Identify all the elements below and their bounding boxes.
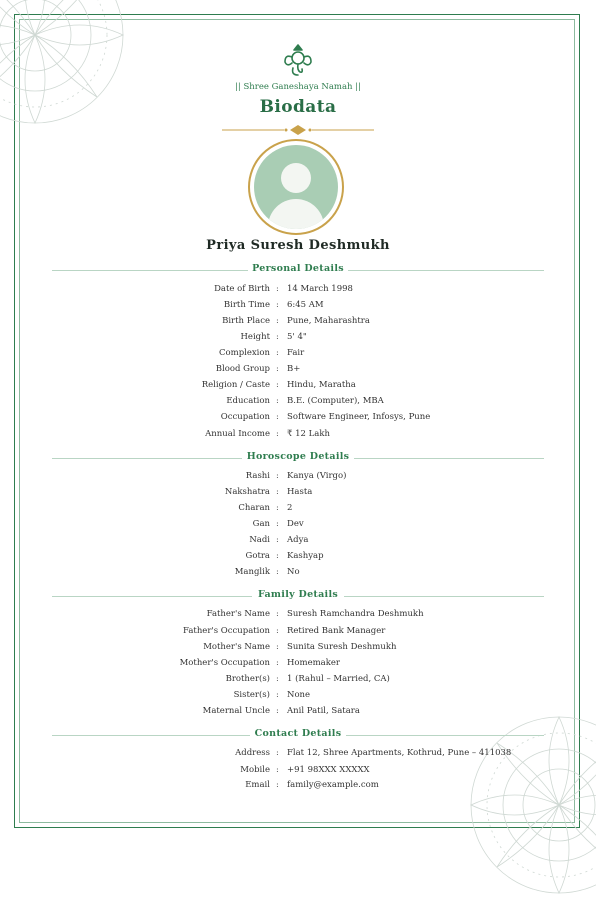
detail-label: Maternal Uncle xyxy=(202,706,270,716)
detail-value: Sunita Suresh Deshmukh xyxy=(287,642,397,652)
detail-separator: : xyxy=(276,567,279,577)
detail-label: Education xyxy=(226,396,270,406)
detail-row xyxy=(0,690,596,704)
detail-value: Suresh Ramchandra Deshmukh xyxy=(287,609,424,619)
avatar-head xyxy=(281,163,311,193)
detail-label: Manglik xyxy=(234,567,270,577)
detail-label: Mobile xyxy=(240,765,270,775)
section-rule-right xyxy=(354,458,544,459)
detail-row xyxy=(0,487,596,501)
section-title: Family Details xyxy=(257,589,339,600)
detail-value: Homemaker xyxy=(287,658,340,668)
detail-row xyxy=(0,284,596,298)
detail-label: Birth Time xyxy=(223,300,270,310)
detail-separator: : xyxy=(276,765,279,775)
avatar-body xyxy=(268,199,324,229)
detail-separator: : xyxy=(276,487,279,497)
detail-value: 2 xyxy=(287,503,293,513)
detail-separator: : xyxy=(276,332,279,342)
detail-label: Mother's Name xyxy=(203,642,270,652)
detail-row xyxy=(0,380,596,394)
detail-row xyxy=(0,316,596,330)
detail-row xyxy=(0,658,596,672)
detail-value: Retired Bank Manager xyxy=(287,626,386,636)
detail-label: Date of Birth xyxy=(214,284,270,294)
detail-value: Fair xyxy=(287,348,305,358)
detail-row xyxy=(0,364,596,378)
detail-row xyxy=(0,535,596,549)
detail-value: 5' 4" xyxy=(287,332,307,342)
detail-row xyxy=(0,519,596,533)
detail-label: Rashi xyxy=(245,471,270,481)
detail-separator: : xyxy=(276,348,279,358)
detail-value: Adya xyxy=(287,535,309,545)
detail-separator: : xyxy=(276,396,279,406)
section-title: Personal Details xyxy=(252,263,344,274)
detail-value: family@example.com xyxy=(287,780,379,790)
profile-photo xyxy=(248,139,344,235)
detail-separator: : xyxy=(276,642,279,652)
detail-label: Nakshatra xyxy=(224,487,270,497)
detail-value: Dev xyxy=(287,519,304,529)
ornamental-divider-icon xyxy=(222,124,374,136)
detail-separator: : xyxy=(276,316,279,326)
detail-label: Nadi xyxy=(249,535,270,545)
detail-row xyxy=(0,332,596,346)
detail-label: Email xyxy=(245,780,270,790)
detail-label: Gotra xyxy=(245,551,270,561)
detail-row xyxy=(0,503,596,517)
detail-label: Brother(s) xyxy=(225,674,270,684)
detail-label: Height xyxy=(240,332,270,342)
detail-value: Anil Patil, Satara xyxy=(287,706,360,716)
detail-row xyxy=(0,642,596,656)
section-heading-family xyxy=(52,589,544,603)
detail-separator: : xyxy=(276,674,279,684)
detail-value: Flat 12, Shree Apartments, Kothrud, Pune – 411038 xyxy=(287,748,512,758)
profile-name: Priya Suresh Deshmukh xyxy=(206,238,390,253)
page-title: Biodata xyxy=(259,97,337,117)
detail-row xyxy=(0,609,596,623)
detail-separator: : xyxy=(276,626,279,636)
detail-label: Mother's Occupation xyxy=(179,658,270,668)
detail-row xyxy=(0,626,596,640)
detail-label: Father's Occupation xyxy=(183,626,270,636)
detail-label: Father's Name xyxy=(206,609,270,619)
detail-row xyxy=(0,429,596,443)
detail-separator: : xyxy=(276,380,279,390)
detail-separator: : xyxy=(276,519,279,529)
invocation-text: || Shree Ganeshaya Namah || xyxy=(235,82,361,92)
detail-separator: : xyxy=(276,658,279,668)
detail-row xyxy=(0,706,596,720)
detail-label: Blood Group xyxy=(215,364,270,374)
detail-separator: : xyxy=(276,706,279,716)
detail-value: ₹ 12 Lakh xyxy=(287,429,330,439)
detail-separator: : xyxy=(276,284,279,294)
section-heading-contact xyxy=(52,728,544,742)
detail-value: 1 (Rahul – Married, CA) xyxy=(287,674,390,684)
detail-label: Complexion xyxy=(219,348,270,358)
detail-label: Sister(s) xyxy=(233,690,270,700)
detail-separator: : xyxy=(276,503,279,513)
detail-separator: : xyxy=(276,690,279,700)
detail-label: Occupation xyxy=(220,412,270,422)
section-heading-personal xyxy=(52,263,544,277)
detail-separator: : xyxy=(276,364,279,374)
detail-row xyxy=(0,674,596,688)
detail-label: Birth Place xyxy=(222,316,270,326)
detail-separator: : xyxy=(276,300,279,310)
detail-value: Hasta xyxy=(287,487,313,497)
detail-separator: : xyxy=(276,780,279,790)
detail-value: B.E. (Computer), MBA xyxy=(287,396,384,406)
avatar-placeholder-icon xyxy=(254,145,338,229)
ganesha-icon xyxy=(281,42,315,78)
detail-separator: : xyxy=(276,551,279,561)
detail-separator: : xyxy=(276,748,279,758)
detail-value: Kanya (Virgo) xyxy=(287,471,347,481)
detail-row xyxy=(0,551,596,565)
detail-row xyxy=(0,300,596,314)
detail-separator: : xyxy=(276,471,279,481)
detail-label: Annual Income xyxy=(205,429,270,439)
detail-value: None xyxy=(287,690,311,700)
detail-separator: : xyxy=(276,535,279,545)
detail-value: Software Engineer, Infosys, Pune xyxy=(287,412,431,422)
detail-value: No xyxy=(287,567,300,577)
detail-row xyxy=(0,765,596,779)
section-rule-right xyxy=(346,735,544,736)
detail-value: 14 March 1998 xyxy=(287,284,353,294)
detail-separator: : xyxy=(276,412,279,422)
detail-row xyxy=(0,412,596,426)
section-rule-right xyxy=(348,270,544,271)
detail-separator: : xyxy=(276,609,279,619)
detail-label: Gan xyxy=(252,519,270,529)
detail-row xyxy=(0,348,596,362)
detail-value: B+ xyxy=(287,364,301,374)
detail-row xyxy=(0,748,596,762)
section-rule-right xyxy=(344,596,544,597)
detail-value: 6:45 AM xyxy=(287,300,324,310)
detail-value: Kashyap xyxy=(287,551,324,561)
detail-row xyxy=(0,780,596,794)
detail-separator: : xyxy=(276,429,279,439)
section-heading-horoscope xyxy=(52,451,544,465)
detail-value: +91 98XXX XXXXX xyxy=(287,765,370,775)
section-title: Contact Details xyxy=(254,728,342,739)
detail-row xyxy=(0,567,596,581)
detail-label: Address xyxy=(235,748,270,758)
detail-value: Hindu, Maratha xyxy=(287,380,356,390)
detail-row xyxy=(0,471,596,485)
detail-value: Pune, Maharashtra xyxy=(287,316,370,326)
detail-label: Charan xyxy=(238,503,270,513)
section-title: Horoscope Details xyxy=(246,451,350,462)
detail-label: Religion / Caste xyxy=(201,380,270,390)
detail-row xyxy=(0,396,596,410)
